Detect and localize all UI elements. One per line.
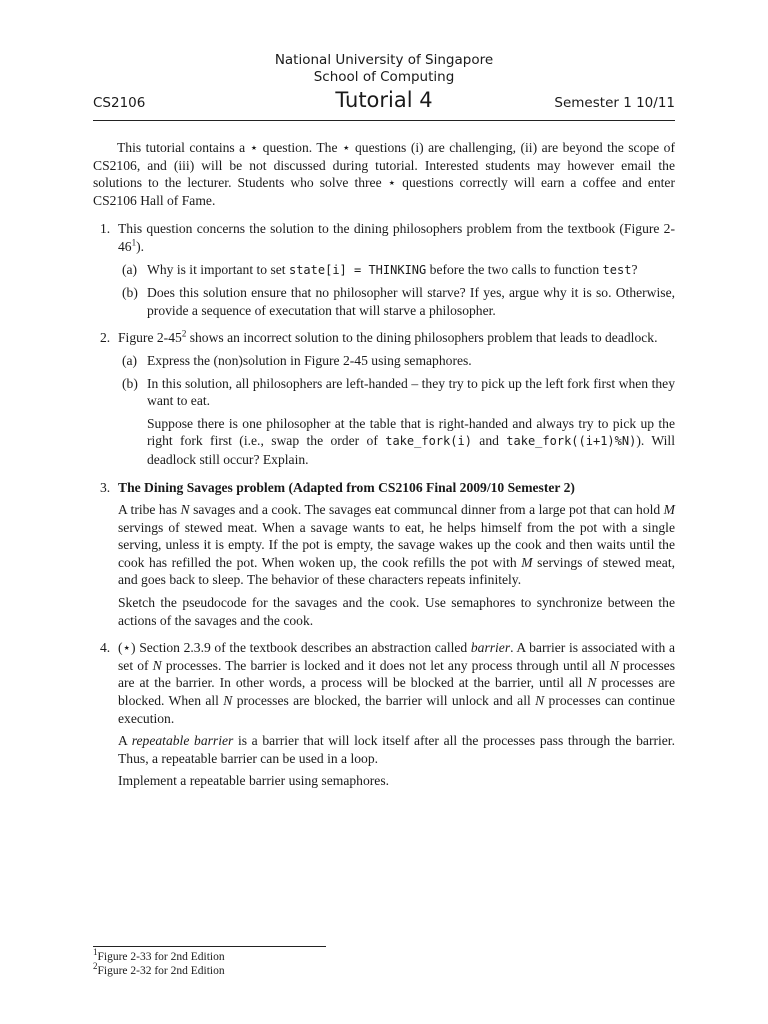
question-text: Implement a repeatable barrier using semaphores. <box>118 773 390 789</box>
footnote-mark: 1 <box>131 237 137 248</box>
code-snippet: state[i] = THINKING <box>288 262 427 277</box>
question-title: The Dining Savages problem (Adapted from CS2106 Final 2009/10 Semester 2) <box>118 479 575 495</box>
code-snippet: take_fork((i+1)%N) <box>506 434 637 449</box>
question-text: Sketch the pseudocode for the savages and the cook. Use semaphores to synchronize between the actions of the savages and the cook. <box>118 595 675 628</box>
star-icon: ⋆ <box>342 140 351 155</box>
footnote-1: $^1$Figure 2-33 for 2nd Edition <box>93 947 225 963</box>
question-2 <box>93 329 675 468</box>
code-snippet: test <box>602 262 632 277</box>
footnote-mark: 2 <box>181 328 187 339</box>
intro-paragraph: This tutorial contains a ⋆ question. The ⋆ questions (i) are challenging, (ii) are beyond the scope of CS2106, and (iii) will be not discussed during tutorial. Interested students may however email the solutions to the lecturer. Students who solve three ⋆ questions correctly will earn a coffee and enter CS2106 Hall of Fame. <box>93 140 676 208</box>
question-number: 1. <box>100 221 111 237</box>
header-divider <box>93 120 675 121</box>
course-code: CS2106 <box>93 95 146 111</box>
subquestion-label: (a) <box>122 352 138 368</box>
page-title: Tutorial 4 <box>335 88 433 112</box>
subquestion-label: (a) <box>122 261 138 277</box>
semester-label: Semester 1 10/11 <box>554 95 675 111</box>
school-name: School of Computing <box>313 69 455 85</box>
footnote-divider <box>93 946 326 947</box>
question-text: This question concerns the solution to the dining philosophers problem from the textbook (Figure $2-46^1$). <box>118 221 675 254</box>
question-text: A tribe has N savages and a cook. The savages eat communcal dinner from a large pot that can hold M servings of stewed meat. When a savage wants to eat, he helps himself from the pot with a single serving, unless it is empty. If the pot is empty, the savage wakes up the cook and then waits until the cook has refilled the pot. When woken up, the cook refills the pot with M servings of stewed meat, and goes back to sleep. The behavior of these characters repeats infinitely. <box>118 502 676 588</box>
question-3 <box>93 479 675 630</box>
question-text: A repeatable barrier is a barrier that will lock itself after all the processes pass through the barrier. Thus, a repeatable barrier can be used in a loop. <box>118 733 675 766</box>
question-text: (⋆) Section 2.3.9 of the textbook describes an abstraction called barrier. A barrier is associated with a set of N processes. The barrier is locked and it does not let any process through until all N processes are at the barrier. In other words, a process will be blocked at the barrier, until all N processes are blocked. When all N processes are blocked, the barrier will unlock and all N processes can continue execution. <box>118 640 675 726</box>
question-1 <box>93 220 675 319</box>
subquestion-2b: (b) In this solution, all philosophers are left-handed – they try to pick up the left fork first when they want to eat. Suppose there is one philosopher at the table that is right-handed and always try to pick up the right fork first (i.e., swap the order of take_fork(i) and take_fork((i+1)%N)). Will deadlock still occur? Explain. <box>122 375 675 467</box>
star-icon: (⋆) <box>118 640 136 656</box>
subquestion-2a: (a) Express the (non)solution in Figure 2-45 using semaphores. <box>122 352 472 368</box>
question-number: 4. <box>100 640 111 656</box>
subquestion-1b: (b) Does this solution ensure that no philosopher will starve? If yes, argue why it is so. Otherwise, provide a sequence of executation that will starve a philosopher. <box>122 285 675 318</box>
subquestion-1a: (a) Why is it important to set state[i] = THINKING before the two calls to function test? <box>122 261 638 277</box>
question-number: 3. <box>100 479 111 495</box>
footnote-2: $^2$Figure 2-32 for 2nd Edition <box>93 961 225 977</box>
subquestion-label: (b) <box>122 285 138 301</box>
question-number: 2. <box>100 330 111 346</box>
star-icon: ⋆ <box>387 175 397 191</box>
document-body <box>93 139 675 790</box>
question-4 <box>93 639 675 790</box>
question-text: Figure $2-45^2$ shows an incorrect solution to the dining philosophers problem that leads to deadlock. <box>118 328 658 346</box>
subquestion-label: (b) <box>122 375 138 391</box>
star-icon: ⋆ <box>249 140 259 155</box>
university-name: National University of Singapore <box>274 52 494 68</box>
code-snippet: take_fork(i) <box>385 434 472 449</box>
